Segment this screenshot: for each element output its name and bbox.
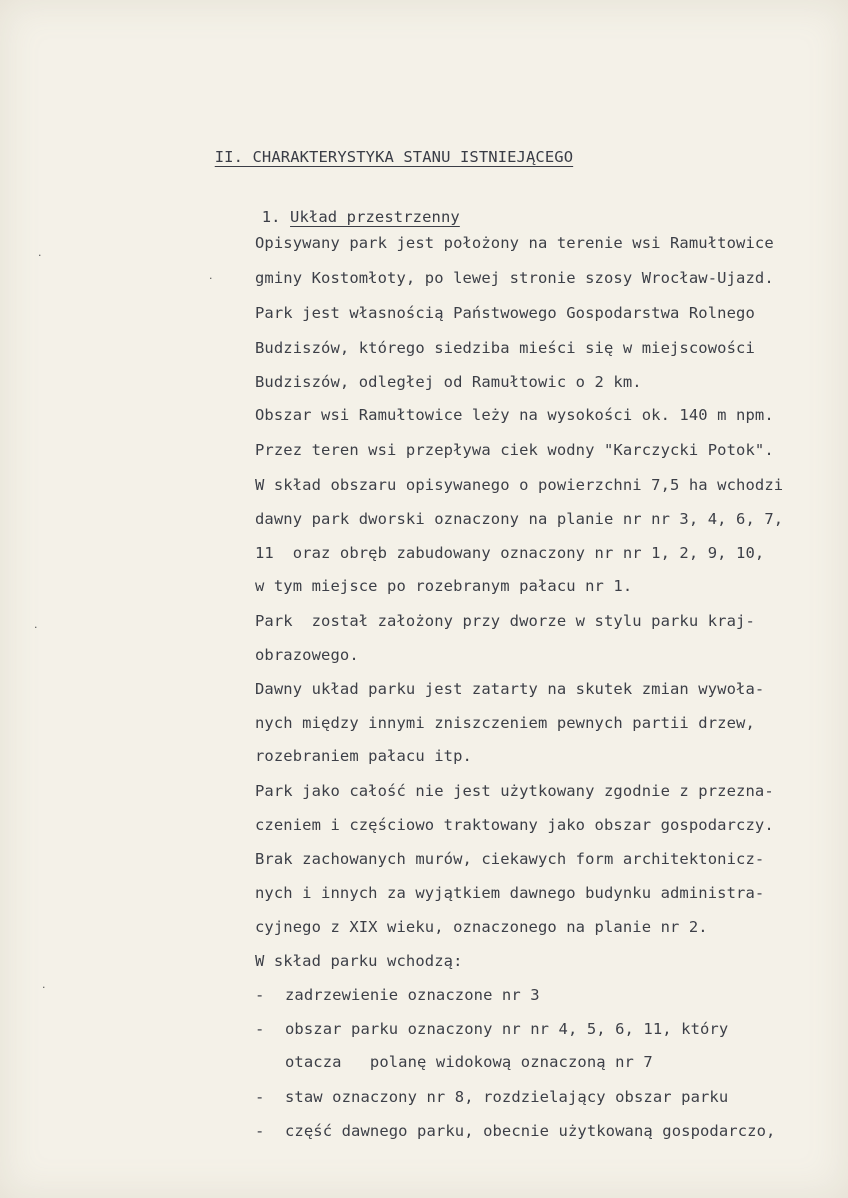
body-line: Przez teren wsi przepływa ciek wodny "Karczycki Potok". bbox=[255, 441, 774, 459]
paper-speck: · bbox=[34, 621, 38, 634]
body-line: dawny park dworski oznaczony na planie nr nr 3, 4, 6, 7, bbox=[255, 510, 784, 528]
list-item-line: zadrzewienie oznaczone nr 3 bbox=[285, 986, 540, 1004]
paper-speck: · bbox=[42, 981, 46, 994]
list-item-line: otacza polanę widokową oznaczoną nr 7 bbox=[285, 1053, 653, 1071]
body-line: rozebraniem pałacu itp. bbox=[255, 747, 472, 765]
body-line: cyjnego z XIX wieku, oznaczonego na planie nr 2. bbox=[255, 918, 708, 936]
paper-speck: · bbox=[209, 272, 213, 285]
list-dash: - bbox=[255, 1088, 265, 1106]
body-line: Brak zachowanych murów, ciekawych form architektonicz- bbox=[255, 850, 765, 868]
list-item-line: część dawnego parku, obecnie użytkowaną gospodarczo, bbox=[285, 1122, 776, 1140]
list-dash: - bbox=[255, 1122, 265, 1140]
body-line: Budziszów, którego siedziba mieści się w miejscowości bbox=[255, 339, 755, 357]
list-item-line: obszar parku oznaczony nr nr 4, 5, 6, 11, który bbox=[285, 1020, 729, 1038]
body-line: w tym miejsce po rozebranym pałacu nr 1. bbox=[255, 577, 633, 595]
body-line: Budziszów, odległej od Ramułtowic o 2 km. bbox=[255, 373, 642, 391]
list-dash: - bbox=[255, 1020, 265, 1038]
body-line: W skład parku wchodzą: bbox=[255, 952, 463, 970]
body-line: Park jako całość nie jest użytkowany zgodnie z przezna- bbox=[255, 782, 774, 800]
body-line: 11 oraz obręb zabudowany oznaczony nr nr 1, 2, 9, 10, bbox=[255, 544, 765, 562]
body-line: Opisywany park jest położony na terenie wsi Ramułtowice bbox=[255, 234, 774, 252]
body-line: Park jest własnością Państwowego Gospodarstwa Rolnego bbox=[255, 304, 755, 322]
paper-speck: · bbox=[38, 249, 42, 262]
body-line: czeniem i częściowo traktowany jako obszar gospodarczy. bbox=[255, 816, 774, 834]
list-dash: - bbox=[255, 986, 265, 1004]
section-title: Układ przestrzenny bbox=[290, 208, 460, 226]
body-line: Obszar wsi Ramułtowice leży na wysokości ok. 140 m npm. bbox=[255, 406, 774, 424]
section-number: 1. bbox=[261, 208, 281, 226]
chapter-heading-text: II. CHARAKTERYSTYKA STANU ISTNIEJĄCEGO bbox=[214, 148, 574, 166]
list-item-line: staw oznaczony nr 8, rozdzielający obszar parku bbox=[285, 1088, 729, 1106]
body-line: Dawny układ parku jest zatarty na skutek zmian wywoła- bbox=[255, 680, 765, 698]
body-line: W skład obszaru opisywanego o powierzchni 7,5 ha wchodzi bbox=[255, 476, 784, 494]
chapter-heading bbox=[177, 130, 573, 184]
body-line: Park został założony przy dworze w stylu parku kraj- bbox=[255, 612, 755, 630]
body-line: gminy Kostomłoty, po lewej stronie szosy Wrocław-Ujazd. bbox=[255, 269, 774, 287]
body-line: obrazowego. bbox=[255, 646, 359, 664]
body-line: nych i innych za wyjątkiem dawnego budynku administra- bbox=[255, 884, 765, 902]
body-line: nych między innymi zniszczeniem pewnych partii drzew, bbox=[255, 714, 755, 732]
